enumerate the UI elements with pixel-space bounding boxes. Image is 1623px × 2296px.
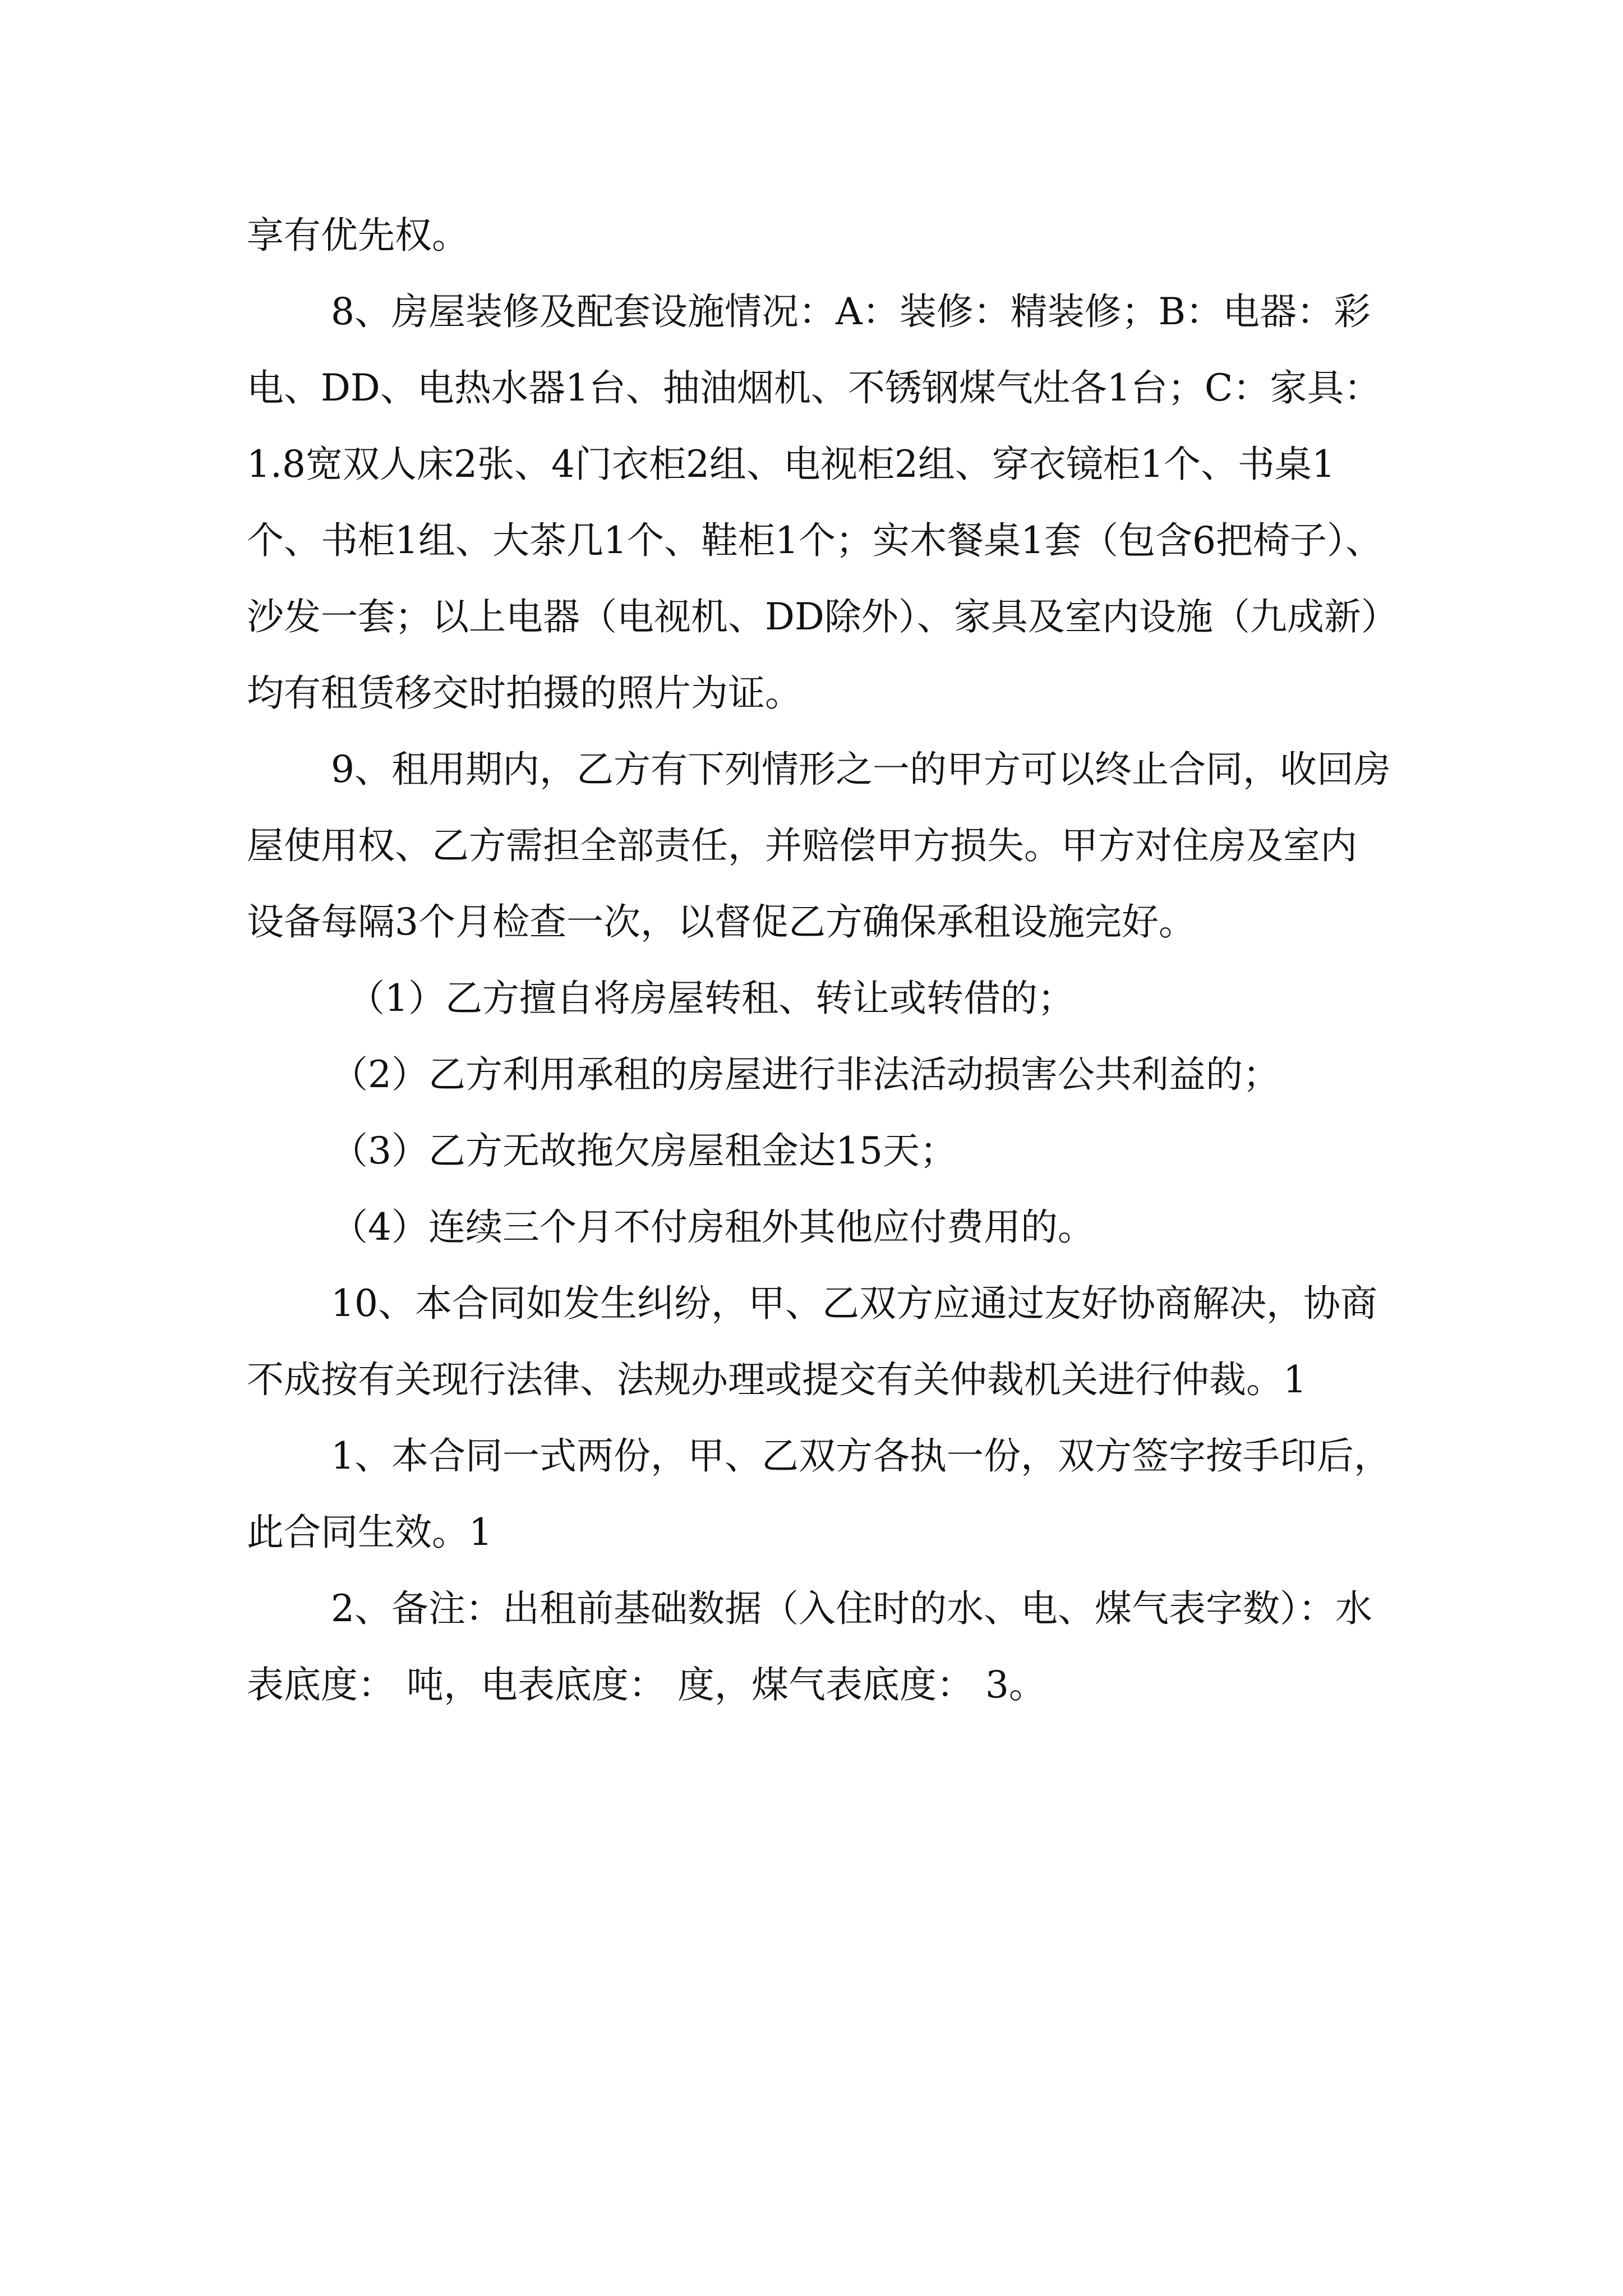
paragraph-clause-8: 8、房屋装修及配套设施情况：A：装修：精装修；B：电器：彩电、DD、电热水器1台、抽油烟机、不锈钢煤气灶各1台；C：家具： 1.8宽双人床2张、4门衣柜2组、电视柜2组、穿衣镜柜1个、书桌1个、书柜1组、大茶几1个、鞋柜1个；实木餐桌1套（包含6把椅子）、沙发一套；以上电器（电视机、DD除外）、家具及室内设施（九成新）均有租赁移交时拍摄的照片为证。 xyxy=(247,290,1382,715)
document-body xyxy=(247,197,1391,1723)
paragraph-item-2: （2）乙方利用承租的房屋进行非法活动损害公共利益的； xyxy=(331,1053,1280,1096)
paragraph-clause-9: 9、租用期内，乙方有下列情形之一的甲方可以终止合同，收回房屋使用权、乙方需担全部责任，并赔偿甲方损失。甲方对住房及室内设备每隔3个月检查一次，以督促乙方确保承租设施完好。 xyxy=(247,748,1391,944)
paragraph-item-3: （3）乙方无故拖欠房屋租金达15天； xyxy=(331,1129,957,1172)
paragraph-item-1: （1）乙方擅自将房屋转租、转让或转借的； xyxy=(348,977,1075,1020)
paragraph-item-4: （4）连续三个月不付房租外其他应付费用的。 xyxy=(331,1205,1095,1249)
paragraph-continuation: 享有优先权。 xyxy=(247,214,469,257)
paragraph-clause-11: 1、本合同一式两份，甲、乙双方各执一份，双方签字按手印后，此合同生效。1 xyxy=(247,1434,1391,1554)
paragraph-clause-12: 2、备注：出租前基础数据（入住时的水、电、煤气表字数）：水表底度： 吨，电表底度： 度，煤气表底度： 3。 xyxy=(247,1587,1372,1706)
paragraph-clause-10: 10、本合同如发生纠纷，甲、乙双方应通过友好协商解决，协商不成按有关现行法律、法规办理或提交有关仲裁机关进行仲裁。1 xyxy=(247,1282,1377,1401)
